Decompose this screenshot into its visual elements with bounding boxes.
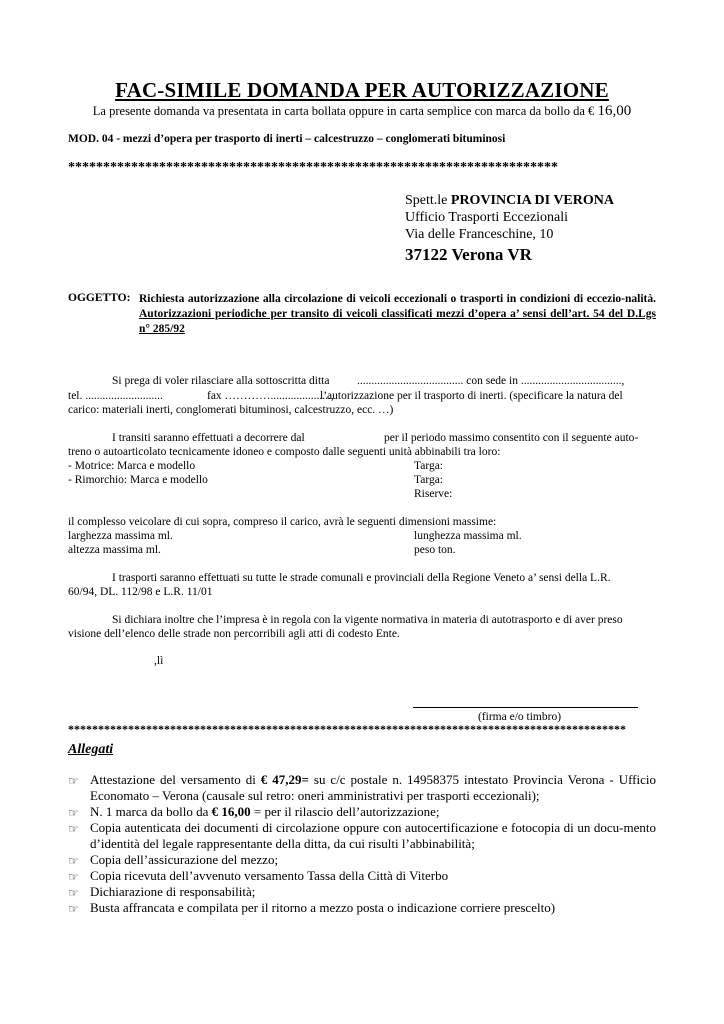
p1-line2-b: fax …………....................., xyxy=(207,390,334,402)
attachment-item xyxy=(90,900,656,916)
recipient-line-1 xyxy=(405,193,614,209)
recipient-name: PROVINCIA DI VERONA xyxy=(450,193,614,208)
lunghezza-label: lunghezza massima ml. xyxy=(414,530,522,542)
p2-line1-a: I transiti saranno effettuati a decorrere dal xyxy=(112,432,305,444)
pencil-hand-icon: ☞ xyxy=(68,774,79,788)
subject-label: OGGETTO: xyxy=(68,292,131,304)
riserve-label: Riserve: xyxy=(414,488,453,500)
p1-line2-a: tel. ........................... xyxy=(68,390,163,402)
attachment-item xyxy=(90,884,656,900)
attachment-item xyxy=(90,804,656,820)
signature-line xyxy=(413,707,638,708)
attachments-heading: Allegati xyxy=(68,742,114,757)
targa-1-label: Targa: xyxy=(414,460,443,472)
place-date: ,lì xyxy=(154,655,164,667)
p3-line2: 60/94, DL. 112/98 e L.R. 11/01 xyxy=(68,586,213,598)
subject-text xyxy=(139,292,656,337)
attachment-item xyxy=(90,772,656,803)
attachment-item xyxy=(90,852,656,868)
targa-2-label: Targa: xyxy=(414,474,443,486)
subtitle-amount: 16,00 xyxy=(597,103,632,119)
dimensions-intro: il complesso veicolare di cui sopra, compreso il carico, avrà le seguenti dimensioni massime: xyxy=(68,516,497,528)
subject-plain: Richiesta autorizzazione alla circolazione di veicoli eccezionali o trasporti in condizioni di eccezio-nalità. xyxy=(139,293,656,305)
peso-label: peso ton. xyxy=(414,544,456,556)
motrice-label: - Motrice: Marca e modello xyxy=(68,460,196,472)
p4-line1: Si dichiara inoltre che l’impresa è in regola con la vigente normativa in materia di autotrasporto e di aver preso xyxy=(112,614,623,626)
attachment-text: Copia autenticata dei documenti di circolazione oppure con autocertificazione e fotocopia di un docu-mento d’identità del legale rappresentante della ditta, da cui risulti l’abbinabilità; xyxy=(90,820,656,851)
p1-line1-b: ..................................... con sede in ..................................., xyxy=(357,375,625,387)
attachment-item xyxy=(90,868,656,884)
rimorchio-label: - Rimorchio: Marca e modello xyxy=(68,474,208,486)
p2-line2: treno o autoarticolato tecnicamente idoneo e composto dalle seguenti unità abbinabili tra loro: xyxy=(68,446,501,458)
pencil-hand-icon: ☞ xyxy=(68,854,79,868)
larghezza-label: larghezza massima ml. xyxy=(68,530,173,542)
pencil-hand-icon: ☞ xyxy=(68,902,79,916)
recipient-line-3: Via delle Franceschine, 10 xyxy=(405,227,554,242)
p1-line1-a: Si prega di voler rilasciare alla sottoscritta ditta xyxy=(112,375,330,387)
pencil-hand-icon: ☞ xyxy=(68,870,79,884)
recipient-line-4: 37122 Verona VR xyxy=(405,245,532,264)
attachment-text: Busta affrancata e compilata per il ritorno a mezzo posta o indicazione corriere prescelto) xyxy=(90,900,556,915)
p1-line3: carico: materiali inerti, conglomerati bituminosi, calcestruzzo, ecc. …) xyxy=(68,404,394,416)
attachment-text: Copia ricevuta dell’avvenuto versamento Tassa della Città di Viterbo xyxy=(90,868,449,883)
pencil-hand-icon: ☞ xyxy=(68,822,79,836)
attachment-text: Attestazione del versamento di xyxy=(90,772,261,787)
signature-label: (firma e/o timbro) xyxy=(478,711,562,723)
page-title: FAC-SIMILE DOMANDA PER AUTORIZZAZIONE xyxy=(115,78,609,102)
p1-line2-c: l’autorizzazione per il trasporto di inerti. (specificare la natura del xyxy=(320,390,623,402)
attachment-text: Copia dell’assicurazione del mezzo; xyxy=(90,852,279,867)
page-subtitle xyxy=(0,103,724,120)
attachment-text: Dichiarazione di responsabilità; xyxy=(90,884,256,899)
pencil-hand-icon: ☞ xyxy=(68,886,79,900)
altezza-label: altezza massima ml. xyxy=(68,544,161,556)
p4-line2: visione dell’elenco delle strade non percorribili agli atti di codesto Ente. xyxy=(68,628,400,640)
attachment-item xyxy=(90,820,656,851)
separator-bottom: ********************************************************************************************* xyxy=(68,722,626,736)
p2-line1-b: per il periodo massimo consentito con il seguente auto- xyxy=(384,432,639,444)
recipient-line-2: Ufficio Trasporti Eccezionali xyxy=(405,210,569,225)
recipient-prefix: Spett.le xyxy=(405,193,451,208)
form-model-label: MOD. 04 - mezzi d’opera per trasporto di inerti – calcestruzzo – conglomerati bituminosi xyxy=(68,133,506,145)
attachment-amount: € 16,00 xyxy=(211,804,251,819)
subtitle-text: La presente domanda va presentata in carta bollata oppure in carta semplice con marca da bollo da € xyxy=(92,104,598,118)
attachment-amount: € 47,29= xyxy=(260,772,309,787)
attachment-text-rest: su c/c postale n. 14958375 intestato Provincia Verona - Ufficio Economato – Verona (causale sul retro: oneri amministrativi per trasporti eccezionali); xyxy=(90,772,656,803)
attachment-text-rest: = per il rilascio dell’autorizzazione; xyxy=(250,804,440,819)
separator-top: ********************************************************************** xyxy=(68,160,558,175)
pencil-hand-icon: ☞ xyxy=(68,806,79,820)
attachment-text: N. 1 marca da bollo da xyxy=(90,804,212,819)
subject-underlined: Autorizzazioni periodiche per transito di veicoli classificati mezzi d’opera a’ sensi dell’art. 54 del D.Lgs n° 285/92 xyxy=(139,308,656,335)
p3-line1: I trasporti saranno effettuati su tutte le strade comunali e provinciali della Regione Veneto a’ sensi della L.R. xyxy=(112,572,611,584)
